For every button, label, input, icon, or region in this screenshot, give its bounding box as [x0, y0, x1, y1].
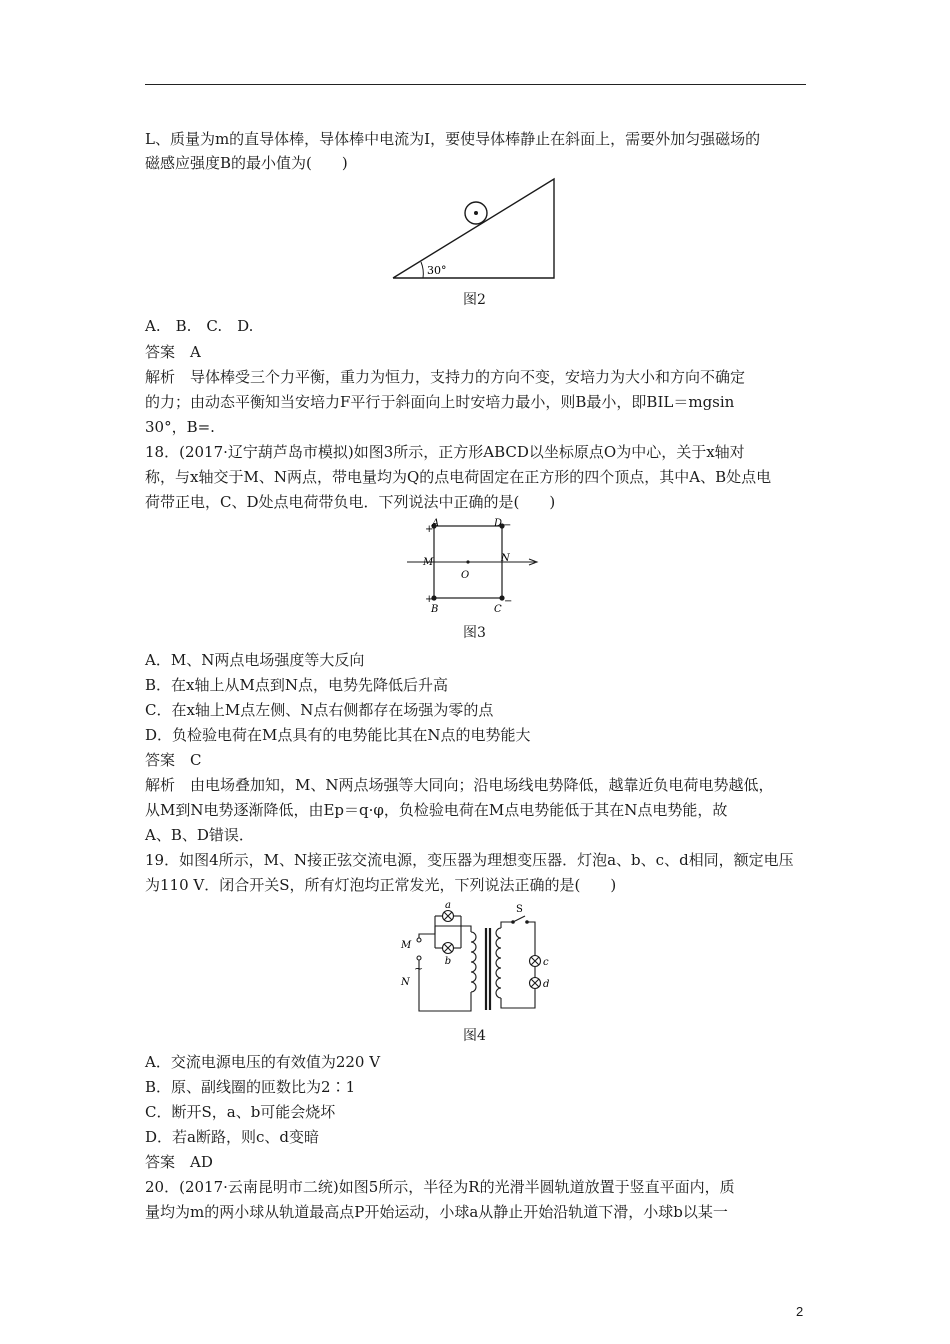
text-line: 解析 由电场叠加知，M、N两点场强等大同向；沿电场线电势降低，越靠近负电荷电势越低，: [145, 776, 774, 794]
text-line: 量均为m的两小球从轨道最高点P开始运动，小球a从静止开始沿轨道下滑，小球b以某一: [145, 1203, 728, 1221]
sign-c: −: [504, 596, 513, 607]
secondary-coil: [496, 928, 501, 998]
page-number: 2: [796, 1304, 804, 1319]
wire-top-left: [419, 926, 435, 938]
label-a: a: [445, 900, 451, 911]
text-line: C．断开S，a、b可能会烧坏: [145, 1103, 336, 1121]
label-ac-symbol: ~: [414, 962, 424, 975]
terminal-n: [417, 956, 421, 960]
text-line: D．若a断路，则c、d变暗: [145, 1128, 319, 1146]
label-c: C: [494, 604, 502, 615]
label-n: N: [401, 977, 410, 988]
label-b: B: [431, 604, 439, 615]
text-line: B．在x轴上从M点到N点，电势先降低后升高: [145, 676, 448, 694]
text-line: A．M、N两点电场强度等大反向: [145, 651, 365, 669]
primary-coil: [471, 932, 476, 992]
text-line: 答案 C: [145, 751, 202, 769]
wire-sec-right: [527, 922, 535, 956]
angle-label: 30°: [427, 264, 447, 277]
text-line: 解析 导体棒受三个力平衡，重力为恒力，支持力的方向不变，安培力为大小和方向不确定: [145, 368, 746, 386]
figure-4-transformer: [395, 898, 565, 1022]
label-m: M: [401, 940, 412, 951]
label-s: S: [516, 904, 523, 915]
sign-a: +: [425, 524, 434, 535]
angle-arc: [421, 262, 423, 278]
label-o: O: [461, 570, 470, 581]
sign-b: +: [425, 594, 434, 605]
text-line: 荷带正电，C、D处点电荷带负电．下列说法中正确的是( ): [145, 493, 556, 511]
text-line: A、B、D错误．: [145, 826, 254, 844]
wire-sec-bottom: [501, 988, 535, 1008]
text-line: B．原、副线圈的匝数比为2∶1: [145, 1078, 356, 1096]
wire-top-primary: [435, 926, 471, 932]
switch-s: [513, 916, 525, 922]
figure-3-caption: 图3: [463, 625, 486, 641]
text-line: 称，与x轴交于M、N两点，带电量均为Q的点电荷固定在正方形的四个顶点，其中A、B处点电: [145, 468, 772, 486]
label-m: M: [423, 557, 434, 568]
label-c: c: [543, 957, 549, 968]
text-line: 20．(2017·云南昆明市二统)如图5所示，半径为R的光滑半圆轨道放置于竖直平面内，质: [145, 1178, 735, 1196]
text-line: 答案 AD: [145, 1153, 213, 1171]
text-line: A．交流电源电压的有效值为220 V: [145, 1053, 381, 1071]
wire-bottom-left: [419, 960, 471, 1011]
label-d: D: [494, 518, 503, 529]
origin-point: [466, 560, 469, 563]
figure-2-caption: 图2: [463, 292, 486, 308]
text-line: 答案 A: [145, 343, 201, 361]
label-a: A: [432, 518, 440, 529]
text-line: L、质量为m的直导体棒，导体棒中电流为I，要使导体棒静止在斜面上，需要外加匀强磁场的: [145, 130, 761, 148]
text-line: 的力；由动态平衡知当安培力F平行于斜面向上时安培力最小，则B最小，即BIL＝mgsin: [145, 393, 735, 411]
incline-triangle: [393, 179, 554, 278]
current-out-dot: [474, 211, 478, 215]
label-b: b: [444, 956, 452, 967]
text-line: A. B. C. D.: [145, 317, 254, 335]
figure-2-incline: [385, 172, 565, 284]
text-line: 磁感应强度B的最小值为( ): [145, 154, 348, 172]
text-line: D．负检验电荷在M点具有的电势能比其在N点的电势能大: [145, 726, 531, 744]
text-line: 为110 V．闭合开关S，所有灯泡均正常发光，下列说法正确的是( ): [145, 876, 617, 894]
text-line: 18．(2017·辽宁葫芦岛市模拟)如图3所示，正方形ABCD以坐标原点O为中心，关于x轴对: [145, 443, 745, 461]
text-line: 30°，B=.: [145, 418, 215, 436]
figure-3-charges: [405, 516, 545, 616]
label-d: d: [543, 979, 550, 990]
sign-d: −: [503, 520, 512, 531]
text-line: 从M到N电势逐渐降低，由Ep＝q·φ，负检验电荷在M点电势能低于其在N点电势能，故: [145, 801, 728, 819]
text-line: 19．如图4所示，M、N接正弦交流电源，变压器为理想变压器．灯泡a、b、c、d相同，额定电压: [145, 851, 794, 869]
figure-4-caption: 图4: [463, 1028, 486, 1044]
header-rule: [145, 84, 806, 85]
wire-sec-top: [501, 922, 513, 928]
text-line: C．在x轴上M点左侧、N点右侧都存在场强为零的点: [145, 701, 494, 719]
label-n: N: [501, 553, 510, 564]
terminal-m: [417, 938, 421, 942]
